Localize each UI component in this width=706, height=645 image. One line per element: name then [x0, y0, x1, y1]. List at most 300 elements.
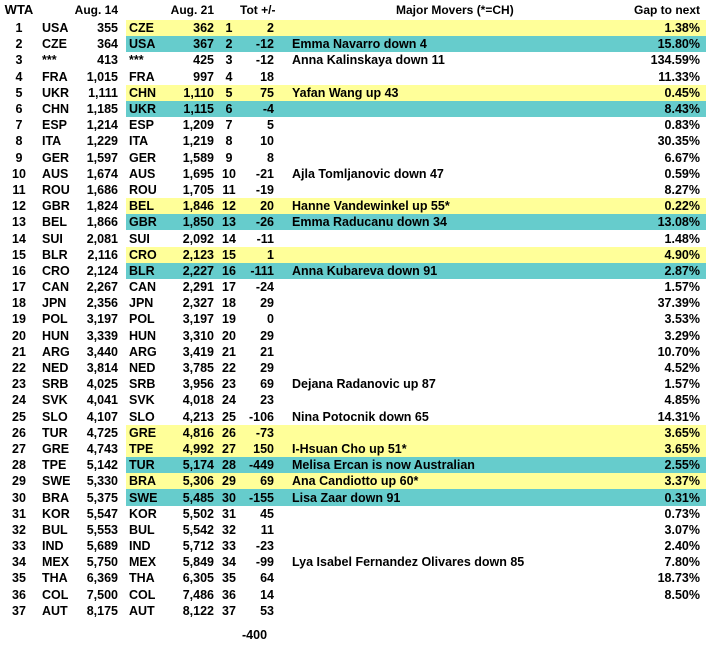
tot-change: 23: [260, 393, 274, 408]
country-aug14: MEX: [42, 555, 70, 570]
gap-to-next: 30.35%: [657, 134, 700, 149]
rank-aug21: 23: [222, 377, 236, 392]
points-aug14: 1,214: [86, 118, 118, 133]
country-aug14: GER: [42, 150, 70, 165]
rank-aug21: 19: [222, 312, 236, 327]
points-aug14: 4,725: [86, 425, 118, 440]
rank-aug21: 25: [222, 409, 236, 424]
rank-cell: 32: [12, 522, 26, 537]
country-aug21: SVK: [129, 393, 155, 408]
major-mover: [286, 587, 626, 603]
rank-cell: 25: [12, 409, 26, 424]
gap-to-next: 4.90%: [626, 247, 706, 263]
points-aug14: 2,356: [86, 296, 118, 311]
tot-change: 69: [260, 377, 274, 392]
rank-aug21: 26: [218, 425, 240, 441]
tot-change: -73: [240, 425, 286, 441]
country-aug21: KOR: [129, 506, 157, 521]
gap-to-next: 3.29%: [664, 328, 700, 343]
rank-cell: 15: [12, 247, 26, 262]
points-aug21: 7,486: [182, 587, 214, 602]
points-aug14: 7,500: [86, 587, 118, 602]
country-aug21: AUT: [129, 603, 155, 618]
country-aug14: FRA: [42, 69, 68, 84]
rank-cell: 6: [15, 102, 23, 117]
points-aug21: 5,306: [164, 473, 218, 489]
header-movers: Major Movers (*=CH): [396, 3, 514, 17]
table-row: [0, 344, 706, 360]
major-mover: [286, 182, 626, 198]
tot-change: 21: [260, 344, 274, 359]
table-row: [0, 311, 706, 327]
table-row: [0, 36, 706, 52]
country-aug14: CZE: [42, 37, 67, 52]
major-mover: [286, 247, 626, 263]
rank-cell: 14: [12, 231, 26, 246]
rank-aug21: 8: [225, 134, 233, 149]
table-row: [0, 182, 706, 198]
rank-aug21: 21: [222, 344, 236, 359]
rank-aug21: 6: [218, 101, 240, 117]
rank-cell: 4: [15, 69, 23, 84]
major-mover: [286, 538, 626, 554]
country-aug21: GER: [129, 150, 157, 165]
country-aug21: USA: [126, 36, 164, 52]
major-mover: Hanne Vandewinkel up 55*: [286, 198, 626, 214]
points-aug21: 2,227: [164, 263, 218, 279]
country-aug14: AUS: [42, 166, 69, 181]
points-aug21: 3,310: [182, 328, 214, 343]
points-aug14: 4,743: [86, 441, 118, 456]
points-aug14: 2,267: [86, 280, 118, 295]
points-aug14: 3,339: [86, 328, 118, 343]
gap-to-next: 37.39%: [657, 296, 700, 311]
country-aug14: IND: [42, 539, 64, 554]
major-mover: Dejana Radanovic up 87: [292, 377, 436, 392]
major-mover: Emma Navarro down 4: [286, 36, 626, 52]
rank-aug21: 20: [222, 328, 236, 343]
points-aug21: 4,992: [164, 441, 218, 457]
country-aug14: ARG: [42, 344, 70, 359]
gap-to-next: 15.80%: [626, 36, 706, 52]
rank-aug21: 4: [225, 69, 233, 84]
major-mover: [286, 230, 626, 246]
country-aug21: GBR: [126, 214, 164, 230]
tot-change: 10: [260, 134, 274, 149]
gap-to-next: 4.52%: [664, 361, 700, 376]
tot-change: -11: [256, 231, 274, 246]
table-row: [0, 376, 706, 392]
header-aug14: Aug. 14: [74, 3, 118, 17]
table-row: [0, 263, 706, 279]
points-aug21: 997: [193, 69, 214, 84]
country-aug21: TUR: [126, 457, 164, 473]
country-aug14: JPN: [42, 296, 67, 311]
tot-change: -12: [240, 36, 286, 52]
major-mover: Ana Candiotto up 60*: [286, 473, 626, 489]
tot-change: -21: [255, 166, 274, 181]
country-aug21: POL: [129, 312, 155, 327]
rank-aug21: 32: [222, 522, 236, 537]
tot-change: 2: [240, 20, 286, 36]
tot-change: 29: [260, 328, 274, 343]
gap-to-next: 8.43%: [626, 101, 706, 117]
points-aug14: 5,375: [86, 490, 118, 505]
points-aug21: 5,849: [182, 555, 214, 570]
table-row: [0, 457, 706, 473]
country-aug21: CHN: [126, 85, 164, 101]
total-value: -400: [242, 627, 268, 642]
rank-cell: 36: [12, 587, 26, 602]
table-row: [0, 392, 706, 408]
points-aug14: 5,750: [86, 555, 118, 570]
table-row: [0, 473, 706, 489]
points-aug21: 6,305: [182, 571, 214, 586]
tot-change: 64: [260, 571, 274, 586]
tot-change: -26: [240, 214, 286, 230]
country-aug14: BRA: [42, 490, 70, 505]
major-mover: [286, 69, 626, 85]
country-aug14: TUR: [42, 425, 68, 440]
country-aug21: SUI: [129, 231, 150, 246]
gap-to-next: 1.57%: [664, 280, 700, 295]
gap-to-next: 7.80%: [664, 555, 700, 570]
country-aug14: ITA: [42, 134, 62, 149]
points-aug21: 4,018: [182, 393, 214, 408]
table-row: [0, 603, 706, 619]
major-mover: [286, 603, 626, 619]
header-wta: WTA: [4, 2, 34, 17]
points-aug14: 3,440: [86, 344, 118, 359]
table-row: [0, 279, 706, 295]
gap-to-next: 2.87%: [626, 263, 706, 279]
points-aug21: 3,197: [182, 312, 214, 327]
country-aug21: CRO: [126, 247, 164, 263]
country-aug21: JPN: [129, 296, 154, 311]
points-aug14: 8,175: [86, 603, 118, 618]
points-aug14: 413: [97, 53, 118, 68]
points-aug21: 2,092: [182, 231, 214, 246]
country-aug14: THA: [42, 571, 68, 586]
points-aug14: 1,185: [86, 102, 118, 117]
major-mover: [286, 295, 626, 311]
points-aug21: 425: [193, 53, 214, 68]
points-aug21: 8,122: [182, 603, 214, 618]
rank-aug21: 33: [222, 539, 236, 554]
table-row: [0, 198, 706, 214]
country-aug21: THA: [129, 571, 155, 586]
gap-to-next: 0.83%: [664, 118, 700, 133]
points-aug14: 1,015: [86, 69, 118, 84]
major-mover: Lya Isabel Fernandez Olivares down 85: [292, 555, 525, 570]
rank-aug21: 22: [222, 361, 236, 376]
country-aug21: ***: [129, 53, 144, 68]
tot-change: 1: [240, 247, 286, 263]
table-row: [0, 101, 706, 117]
points-aug21: 2,327: [182, 296, 214, 311]
rank-cell: 24: [12, 393, 26, 408]
table-row: [0, 522, 706, 538]
gap-to-next: 3.53%: [664, 312, 700, 327]
points-aug21: 5,174: [164, 457, 218, 473]
major-mover: I-Hsuan Cho up 51*: [286, 441, 626, 457]
rank-cell: 33: [12, 539, 26, 554]
major-mover: Anna Kalinskaya down 11: [292, 53, 445, 68]
rank-cell: 17: [12, 280, 26, 295]
rank-cell: 5: [15, 85, 23, 100]
country-aug14: GBR: [42, 199, 70, 214]
tot-change: -449: [240, 457, 286, 473]
country-aug21: SRB: [129, 377, 156, 392]
header-aug21: Aug. 21: [170, 3, 214, 17]
table-row: [0, 587, 706, 603]
tot-change: -99: [255, 555, 274, 570]
table-row: [0, 409, 706, 425]
country-aug14: AUT: [42, 603, 68, 618]
points-aug14: 355: [97, 21, 118, 36]
country-aug21: BUL: [129, 522, 155, 537]
rank-aug21: 3: [225, 53, 233, 68]
table-row: [0, 570, 706, 586]
tot-change: 20: [240, 198, 286, 214]
major-mover: Melisa Ercan is now Australian: [286, 457, 626, 473]
rank-cell: 9: [15, 150, 23, 165]
country-aug14: TPE: [42, 458, 67, 473]
gap-to-next: 2.40%: [664, 539, 700, 554]
points-aug21: 5,712: [182, 539, 214, 554]
tot-change: 14: [260, 587, 274, 602]
country-aug14: GRE: [42, 441, 70, 456]
points-aug21: 3,785: [182, 361, 214, 376]
gap-to-next: 3.07%: [664, 522, 700, 537]
gap-to-next: 2.55%: [626, 457, 706, 473]
rank-cell: 16: [12, 263, 26, 278]
country-aug21: UKR: [126, 101, 164, 117]
table-row: [0, 85, 706, 101]
gap-to-next: 6.67%: [664, 150, 700, 165]
rank-cell: 10: [12, 166, 26, 181]
major-mover: Yafan Wang up 43: [286, 85, 626, 101]
tot-change: 11: [260, 522, 274, 537]
table-row: [0, 538, 706, 554]
rank-cell: 2: [15, 37, 23, 52]
tot-change: -12: [255, 53, 274, 68]
country-aug14: SUI: [42, 231, 63, 246]
country-aug21: FRA: [129, 69, 155, 84]
rank-aug21: 11: [222, 182, 236, 197]
gap-to-next: 4.85%: [664, 393, 700, 408]
major-mover: Anna Kubareva down 91: [286, 263, 626, 279]
rank-cell: 29: [12, 474, 26, 489]
points-aug21: 5,485: [164, 489, 218, 505]
country-aug14: USA: [42, 21, 69, 36]
rank-aug21: 15: [218, 247, 240, 263]
table-row: [0, 554, 706, 570]
gap-to-next: 10.70%: [657, 344, 700, 359]
table-row: [0, 425, 706, 441]
country-aug21: CAN: [129, 280, 157, 295]
country-aug21: AUS: [129, 166, 156, 181]
major-mover: Nina Potocnik down 65: [292, 409, 429, 424]
points-aug21: 1,209: [182, 118, 214, 133]
points-aug21: 5,542: [182, 522, 214, 537]
table-row: [0, 214, 706, 230]
rank-cell: 13: [12, 215, 26, 230]
points-aug14: 1,866: [86, 215, 118, 230]
country-aug21: TPE: [126, 441, 164, 457]
rank-aug21: 9: [225, 150, 233, 165]
points-aug21: 1,110: [164, 85, 218, 101]
header-tot: Tot +/-: [240, 3, 276, 17]
country-aug14: BEL: [42, 215, 67, 230]
tot-change: -19: [255, 182, 274, 197]
rank-cell: 7: [15, 118, 23, 133]
major-mover: [286, 344, 626, 360]
country-aug21: BLR: [126, 263, 164, 279]
table-row: [0, 52, 706, 68]
table-row: [0, 441, 706, 457]
tot-change: -24: [255, 280, 274, 295]
major-mover: [286, 279, 626, 295]
rank-aug21: 27: [218, 441, 240, 457]
country-aug14: ***: [42, 53, 57, 68]
rank-aug21: 18: [222, 296, 236, 311]
rank-cell: 3: [15, 53, 23, 68]
rank-aug21: 14: [222, 231, 236, 246]
points-aug21: 1,850: [164, 214, 218, 230]
rank-aug21: 31: [222, 506, 236, 521]
table-row: [0, 328, 706, 344]
points-aug21: 1,695: [182, 166, 214, 181]
major-mover: Lisa Zaar down 91: [286, 489, 626, 505]
country-aug14: BLR: [42, 247, 68, 262]
rank-cell: 27: [12, 441, 26, 456]
major-mover: Emma Raducanu down 34: [286, 214, 626, 230]
points-aug14: 5,689: [86, 539, 118, 554]
gap-to-next: 134.59%: [650, 53, 700, 68]
gap-to-next: 0.22%: [626, 198, 706, 214]
points-aug21: 1,589: [182, 150, 214, 165]
points-aug21: 2,291: [182, 280, 214, 295]
rank-aug21: 17: [222, 280, 236, 295]
tot-change: 5: [267, 118, 274, 133]
gap-to-next: 3.65%: [626, 425, 706, 441]
major-mover: [286, 522, 626, 538]
major-mover: [286, 360, 626, 376]
major-mover: [286, 117, 626, 133]
gap-to-next: 8.27%: [664, 182, 700, 197]
tot-change: -4: [240, 101, 286, 117]
rank-aug21: 34: [222, 555, 236, 570]
country-aug21: COL: [129, 587, 156, 602]
country-aug14: COL: [42, 587, 69, 602]
gap-to-next: 3.37%: [626, 473, 706, 489]
rank-aug21: 13: [218, 214, 240, 230]
tot-change: 29: [260, 296, 274, 311]
table-row: [0, 360, 706, 376]
tot-change: 75: [240, 85, 286, 101]
major-mover: [286, 20, 626, 36]
tot-change: -111: [240, 263, 286, 279]
rank-cell: 31: [12, 506, 26, 521]
table-row: [0, 295, 706, 311]
points-aug14: 5,547: [86, 506, 118, 521]
table-row: [0, 20, 706, 36]
gap-to-next: 11.33%: [658, 69, 700, 84]
country-aug14: SLO: [42, 409, 68, 424]
tot-change: 18: [260, 69, 274, 84]
points-aug21: 1,219: [182, 134, 214, 149]
points-aug14: 5,142: [86, 458, 118, 473]
points-aug14: 5,553: [86, 522, 118, 537]
tot-change: 8: [267, 150, 274, 165]
points-aug21: 362: [164, 20, 218, 36]
table-row: [0, 489, 706, 505]
table-row: [0, 133, 706, 149]
major-mover: [286, 311, 626, 327]
rank-cell: 21: [12, 344, 26, 359]
points-aug21: 2,123: [164, 247, 218, 263]
points-aug14: 1,229: [86, 134, 118, 149]
country-aug21: BRA: [126, 473, 164, 489]
rank-aug21: 30: [218, 489, 240, 505]
rank-aug21: 16: [218, 263, 240, 279]
points-aug14: 5,330: [86, 474, 118, 489]
rank-cell: 28: [12, 458, 26, 473]
table-row: [0, 506, 706, 522]
rank-aug21: 12: [218, 198, 240, 214]
gap-to-next: 14.31%: [657, 409, 700, 424]
rank-aug21: 24: [222, 393, 236, 408]
rank-cell: 20: [12, 328, 26, 343]
gap-to-next: 1.48%: [664, 231, 700, 246]
points-aug21: 3,419: [182, 344, 214, 359]
points-aug14: 4,025: [86, 377, 118, 392]
rank-cell: 30: [12, 490, 26, 505]
gap-to-next: 1.38%: [626, 20, 706, 36]
rank-cell: 35: [12, 571, 26, 586]
tot-change: -23: [255, 539, 274, 554]
tot-change: 45: [260, 506, 274, 521]
major-mover: [286, 150, 626, 166]
table-body: [0, 20, 706, 619]
table-row: [0, 117, 706, 133]
header-gap: Gap to next: [633, 3, 700, 17]
country-aug14: CRO: [42, 263, 70, 278]
points-aug14: 4,041: [86, 393, 118, 408]
rank-aug21: 29: [218, 473, 240, 489]
major-mover: [286, 425, 626, 441]
points-aug14: 1,597: [86, 150, 118, 165]
points-aug21: 1,846: [164, 198, 218, 214]
points-aug14: 2,116: [87, 247, 118, 262]
rank-aug21: 2: [218, 36, 240, 52]
country-aug21: HUN: [129, 328, 157, 343]
country-aug14: SRB: [42, 377, 69, 392]
table-row: [0, 150, 706, 166]
country-aug21: BEL: [126, 198, 164, 214]
country-aug21: MEX: [129, 555, 157, 570]
country-aug14: HUN: [42, 328, 70, 343]
gap-to-next: [626, 603, 706, 619]
table-row: [0, 166, 706, 182]
points-aug21: 3,956: [182, 377, 214, 392]
rank-cell: 26: [12, 425, 26, 440]
rank-aug21: 10: [222, 166, 236, 181]
major-mover: [286, 101, 626, 117]
points-aug21: 1,705: [182, 182, 214, 197]
country-aug21: SWE: [126, 489, 164, 505]
